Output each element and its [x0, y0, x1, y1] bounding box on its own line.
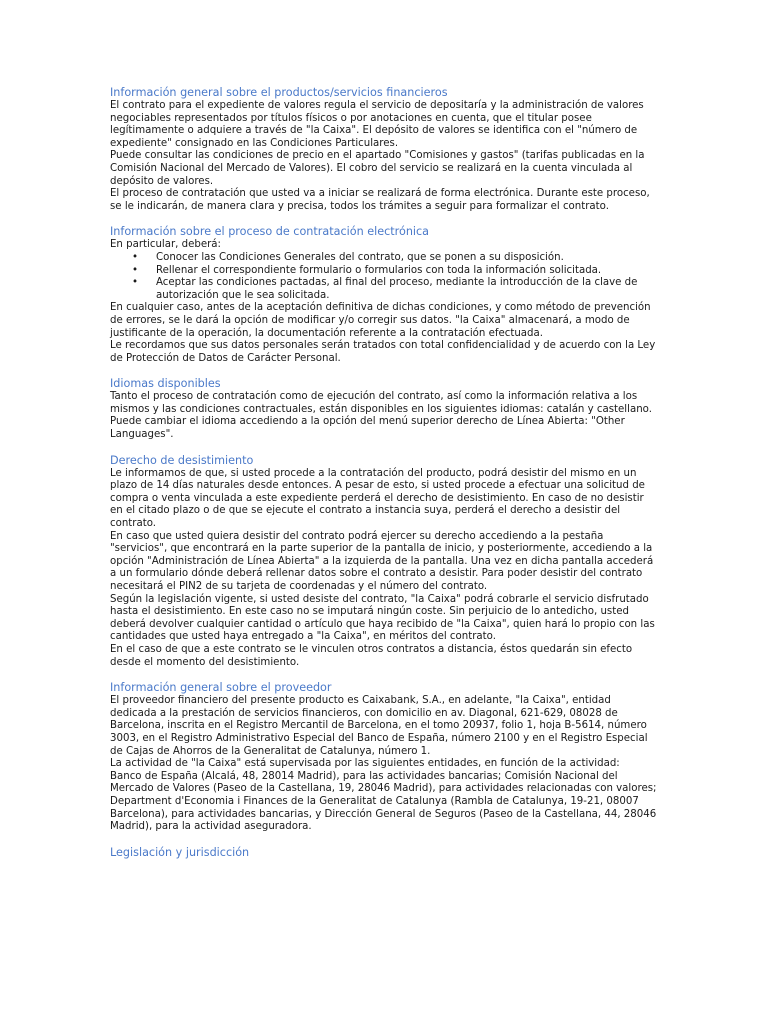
section-heading: Información sobre el proceso de contratación electrónica: [110, 225, 430, 239]
list-item: [110, 277, 658, 302]
bullet-icon: •: [132, 251, 139, 263]
section-product-info: [110, 86, 658, 213]
list-item-text: Rellenar el correspondiente formulario o formularios con toda la información solicitada.: [156, 264, 602, 276]
section-languages: [110, 377, 658, 441]
paragraph: El proveedor financiero del presente producto es Caixabank, S.A., en adelante, "la Caixa", entidad dedicada a la prestación de servicios financieros, con domicilio en av. Diagonal, 621-629, 08028 de Barcelona, inscrita en el Registro Mercantil de Barcelona, en el tomo 20937, folio 1, hoja B-5614, número 3003, en el Registro Administrativo Especial del Banco de España, número 2100 y en el Registro Especial de Cajas de Ahorros de la Generalitat de Catalunya, número 1.: [110, 695, 648, 757]
section-heading: Legislación y jurisdicción: [110, 845, 250, 859]
list-item: [110, 265, 658, 278]
paragraph: En el caso de que a este contrato se le vinculen otros contratos a distancia, éstos quedarán sin efecto desde el momento del desistimiento.: [110, 643, 633, 668]
paragraph: El proceso de contratación que usted va a iniciar se realizará de forma electrónica. Durante este proceso, se le indicarán, de manera clara y precisa, todos los trámites a seguir para formalizar el contrato.: [110, 188, 650, 212]
list-item: [110, 252, 658, 265]
paragraph: Le informamos de que, si usted procede a la contratación del producto, podrá desistir del mismo en un plazo de 14 días naturales desde entonces. A pesar de esto, si usted procede a efectuar una solicitud de compra o venta vinculada a este expediente perderá el derecho de desistimiento. En caso de no desistir en el citado plazo o de que se ejecute el contrato a instancia suya, perderá el derecho a desistir del contrato.: [110, 467, 645, 530]
paragraph: Banco de España (Alcalá, 48, 28014 Madrid), para las actividades bancarias; Comisión Nacional del Mercado de Valores (Paseo de la Castellana, 19, 28046 Madrid), para actividades relacionadas con valores; Department d'Economia i Finances de la Generalitat de Catalunya (Rambla de Catalunya, 19-21, 08007 Barcelona), para actividades bancarias, y Dirección General de Seguros (Paseo de la Castellana, 44, 28046 Madrid), para la actividad aseguradora.: [110, 770, 657, 833]
bullet-icon: •: [132, 264, 139, 276]
list-item-text: Aceptar las condiciones pactadas, al final del proceso, mediante la introducción de la clave de autorización que le sea solicitada.: [156, 277, 638, 301]
bullet-list: [110, 252, 658, 302]
section-withdrawal-right: [110, 454, 658, 670]
section-heading: Derecho de desistimiento: [110, 453, 254, 467]
bullet-icon: •: [132, 277, 139, 289]
section-heading: Información general sobre el proveedor: [110, 681, 332, 695]
paragraph: El contrato para el expediente de valores regula el servicio de depositaría y la administración de valores negociables representados por títulos físicos o por anotaciones en cuenta, que el titular posee legítimamente o adquiere a través de "la Caixa". El depósito de valores se identifica con el "número de expediente" consignado en las Condiciones Particulares.: [110, 100, 644, 149]
paragraph: Según la legislación vigente, si usted desiste del contrato, "la Caixa" podrá cobrarle el servicio disfrutado hasta el desistimiento. En este caso no se imputará ningún coste. Sin perjuicio de lo antedicho, usted deberá devolver cualquier cantidad o artículo que haya recibido de "la Caixa", quien hará lo propio con las cantidades que usted haya entregado a "la Caixa", en méritos del contrato.: [110, 593, 655, 643]
list-item-text: Conocer las Condiciones Generales del contrato, que se ponen a su disposición.: [156, 251, 564, 263]
paragraph: En caso que usted quiera desistir del contrato podrá ejercer su derecho accediendo a la pestaña "servicios", que encontrará en la parte superior de la pantalla de inicio, y posteriormente, accediendo a la opción "Administración de Línea Abierta" a la izquierda de la pantalla. Una vez en dicha pantalla accederá a un formulario dónde deberá rellenar datos sobre el contrato a desistir. Para poder desistir del contrato necesitará el PIN2 de su tarjeta de coordenadas y el número del contrato.: [110, 530, 654, 592]
section-electronic-contracting: [110, 225, 658, 365]
paragraph: Le recordamos que sus datos personales serán tratados con total confidencialidad y de acuerdo con la Ley de Protección de Datos de Carácter Personal.: [110, 340, 656, 364]
section-legislation: [110, 846, 658, 859]
paragraph: En particular, deberá:: [110, 239, 221, 251]
section-heading: Idiomas disponibles: [110, 377, 221, 391]
paragraph: Tanto el proceso de contratación como de ejecución del contrato, así como la información relativa a los mismos y las condiciones contractuales, están disponibles en los siguientes idiomas: catalán y castellano. Puede cambiar el idioma accediendo a la opción del menú superior derecho de Línea Abierta: "Other Languages".: [110, 391, 652, 441]
document-page: [110, 86, 658, 871]
section-provider-info: [110, 681, 658, 834]
paragraph: La actividad de "la Caixa" está supervisada por las siguientes entidades, en función de la actividad:: [110, 758, 620, 770]
paragraph: Puede consultar las condiciones de precio en el apartado "Comisiones y gastos" (tarifas publicadas en la Comisión Nacional del Mercado de Valores). El cobro del servicio se realizará en la cuenta vinculada al depósito de valores.: [110, 150, 645, 187]
paragraph: En cualquier caso, antes de la aceptación definitiva de dichas condiciones, y como método de prevención de errores, se le dará la opción de modificar y/o corregir sus datos. "la Caixa" almacenará, a modo de justificante de la operación, la documentación referente a la contratación efectuada.: [110, 302, 651, 339]
section-heading: Información general sobre el productos/servicios financieros: [110, 86, 448, 99]
